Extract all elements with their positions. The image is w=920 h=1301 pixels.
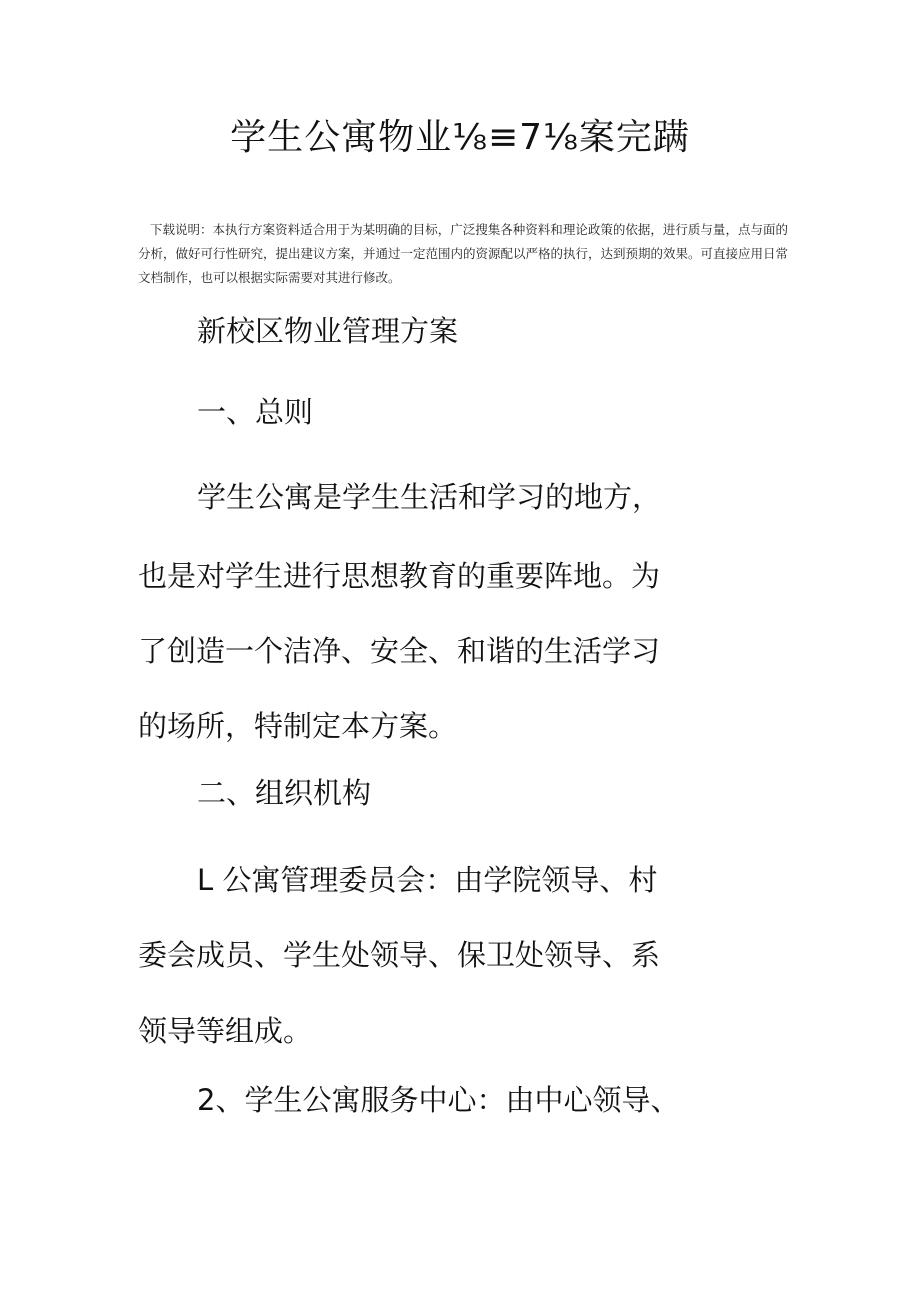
download-note: 下载说明：本执行方案资料适合用于为某明确的目标，广泛搜集各种资料和理论政策的依据，进行质与量，点与面的分析，做好可行性研究，提出建议方案，并通过一定范围内的资源配以严格的执行，达到预期的效果。可直接应用日常文档制作，也可以根据实际需要对其进行修改。 bbox=[138, 222, 789, 285]
body-line: 委会成员、学生处领导、保卫处领导、系 bbox=[138, 938, 661, 972]
document-title: 学生公寓物业⅛≡7⅛案完蹒 bbox=[230, 117, 690, 158]
body-line: 的场所，特制定本方案。 bbox=[138, 709, 458, 743]
section-heading-organization: 二、组织机构 bbox=[197, 776, 372, 810]
body-line: 也是对学生进行思想教育的重要阵地。为 bbox=[138, 559, 661, 593]
section-heading-plan: 新校区物业管理方案 bbox=[197, 314, 459, 348]
body-line: L 公寓管理委员会：由学院领导、村 bbox=[197, 863, 658, 897]
body-line: 领导等组成。 bbox=[138, 1014, 313, 1048]
body-line: 2、学生公寓服务中心：由中心领导、 bbox=[197, 1083, 680, 1117]
body-line: 了创造一个洁净、安全、和谐的生活学习 bbox=[138, 634, 661, 668]
section-heading-general: 一、总则 bbox=[197, 395, 314, 429]
body-line: 学生公寓是学生生活和学习的地方， bbox=[197, 480, 662, 514]
